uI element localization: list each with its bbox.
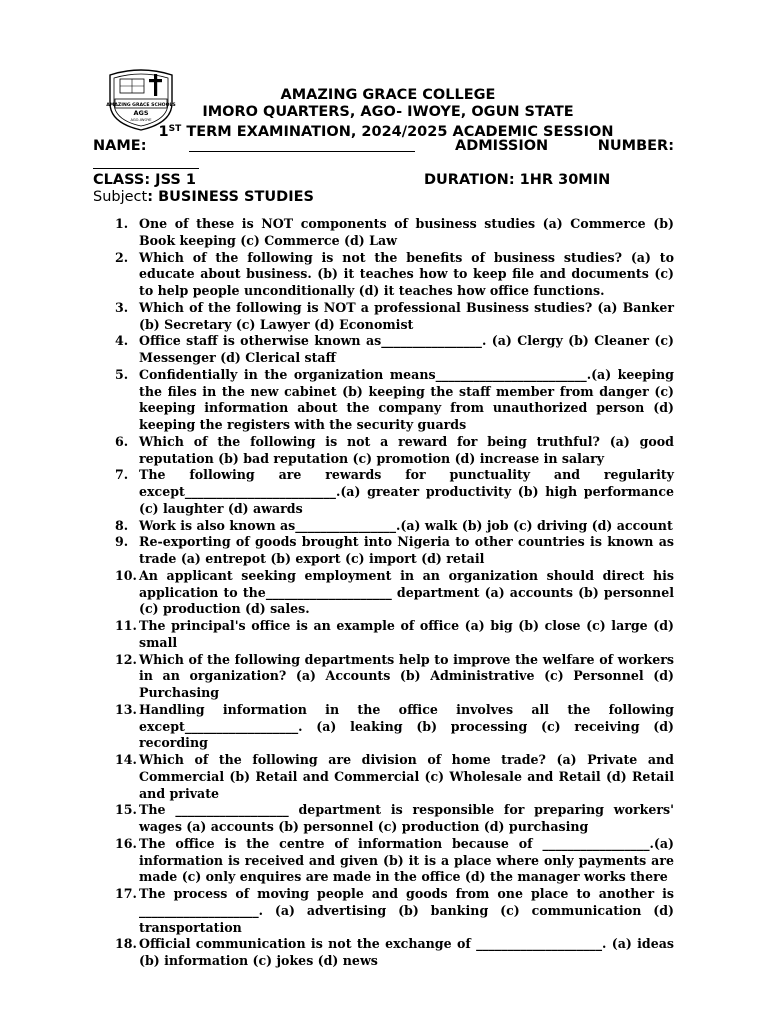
question-text: The process of moving people and goods from one place to another is ___________________. (a) advertising (b) banking (c) communication (d) transportation bbox=[139, 886, 674, 935]
question-number: 3. bbox=[115, 299, 129, 315]
svg-text:AGO-IWOYE: AGO-IWOYE bbox=[130, 118, 152, 122]
question-item bbox=[93, 333, 674, 367]
question-number: 8. bbox=[115, 517, 129, 533]
question-number: 16. bbox=[115, 835, 137, 851]
question-text: Which of the following departments help to improve the welfare of workers in an organization? (a) Accounts (b) Administrative (c) Personnel (d) Purchasing bbox=[139, 651, 674, 700]
question-text: Which of the following are division of home trade? (a) Private and Commercial (b) Retail and Commercial (c) Wholesale and Retail (d) Retail and private bbox=[139, 752, 674, 801]
question-number: 2. bbox=[115, 249, 129, 265]
admission-label: ADMISSION bbox=[455, 138, 549, 154]
question-item bbox=[93, 802, 674, 836]
question-item bbox=[93, 518, 674, 535]
question-number: 1. bbox=[115, 216, 129, 231]
question-number: 6. bbox=[115, 433, 129, 449]
question-item bbox=[93, 434, 674, 468]
number-label: NUMBER: bbox=[597, 138, 674, 154]
question-item bbox=[93, 836, 674, 886]
name-row bbox=[93, 138, 674, 155]
question-item bbox=[93, 467, 674, 517]
question-text: Office staff is otherwise known as________________. (a) Clergy (b) Cleaner (c) Messenger (d) Clerical staff bbox=[139, 333, 674, 365]
exam-title-text: TERM EXAMINATION, 2024/2025 ACADEMIC SESSION bbox=[186, 124, 614, 140]
question-text: The __________________ department is responsible for preparing workers' wages (a) accounts (b) personnel (c) production (d) purchasing bbox=[139, 802, 674, 834]
question-item bbox=[93, 936, 674, 970]
school-address: IMORO QUARTERS, AGO- IWOYE, OGUN STATE bbox=[202, 104, 574, 120]
subject-line bbox=[93, 189, 314, 206]
question-number: 4. bbox=[115, 333, 129, 349]
question-text: An applicant seeking employment in an organization should direct his application to the____________________ department (a) accounts (b) personnel (c) production (d) sales. bbox=[139, 567, 674, 617]
question-text: Official communication is not the exchange of ____________________. (a) ideas (b) information (c) jokes (d) news bbox=[139, 936, 674, 968]
exam-ordinal-suffix: ST bbox=[168, 124, 182, 134]
question-number: 11. bbox=[115, 618, 137, 633]
question-text: Which of the following is not the benefits of business studies? (a) to educate about business. (b) it teaches how to keep file and documents (c) to help people unconditionally (d) it teaches how office functions. bbox=[139, 249, 674, 298]
svg-text:AGS: AGS bbox=[133, 109, 149, 117]
question-text: One of these is NOT components of business studies (a) Commerce (b) Book keeping (c) Commerce (d) Law bbox=[139, 216, 674, 248]
question-item bbox=[93, 618, 674, 652]
class-row bbox=[93, 172, 674, 189]
question-item bbox=[93, 534, 674, 568]
question-number: 17. bbox=[115, 886, 137, 901]
name-blank-line[interactable] bbox=[189, 151, 415, 152]
question-text: The following are rewards for punctuality and regularity except________________________.(a) greater productivity (b) high performance (c) laughter (d) awards bbox=[139, 467, 674, 516]
question-number: 14. bbox=[115, 752, 137, 767]
question-text: Re-exporting of goods brought into Nigeria to other countries is known as trade (a) entrepot (b) export (c) import (d) retail bbox=[139, 534, 674, 566]
question-number: 15. bbox=[115, 802, 137, 818]
question-item bbox=[93, 216, 674, 250]
name-label: NAME: bbox=[93, 138, 147, 154]
exam-ordinal: 1 bbox=[158, 124, 169, 140]
subject-label: Subject bbox=[93, 189, 148, 205]
svg-text:AMAZING GRACE SCHOOLS: AMAZING GRACE SCHOOLS bbox=[106, 103, 176, 108]
question-item bbox=[93, 250, 674, 300]
question-text: Confidentially in the organization means________________________.(a) keeping the files in the new cabinet (b) keeping the staff member from danger (c) keeping information about the company from unauthorized person (d) keeping the registers with the security guards bbox=[139, 366, 674, 432]
question-text: Work is also known as________________.(a) walk (b) job (c) driving (d) account bbox=[139, 517, 673, 533]
duration-label: DURATION: 1HR 30MIN bbox=[424, 172, 611, 188]
question-item bbox=[93, 568, 674, 618]
question-item bbox=[93, 652, 674, 702]
question-number: 13. bbox=[115, 701, 137, 717]
question-item bbox=[93, 300, 674, 334]
question-item bbox=[93, 886, 674, 936]
question-number: 9. bbox=[115, 534, 129, 550]
class-label: CLASS: JSS 1 bbox=[93, 172, 196, 188]
question-item bbox=[93, 752, 674, 802]
question-list bbox=[93, 216, 674, 970]
question-number: 5. bbox=[115, 366, 129, 382]
question-item bbox=[93, 702, 674, 752]
question-number: 12. bbox=[115, 651, 137, 667]
question-number: 18. bbox=[115, 936, 137, 952]
question-item bbox=[93, 367, 674, 434]
question-number: 10. bbox=[115, 567, 137, 583]
question-text: The principal's office is an example of office (a) big (b) close (c) large (d) small bbox=[139, 618, 674, 650]
question-text: The office is the centre of information because of _________________.(a) information is received and given (b) it is a place where only payments are made (c) only enquires are made in the office (d) the manager works there bbox=[139, 835, 674, 885]
subject-value: : BUSINESS STUDIES bbox=[147, 189, 314, 205]
school-name: AMAZING GRACE COLLEGE bbox=[280, 87, 496, 103]
question-text: Which of the following is not a reward for being truthful? (a) good reputation (b) bad reputation (c) promotion (d) increase in salary bbox=[139, 433, 674, 466]
question-text: Handling information in the office involves all the following except__________________. (a) leaking (b) processing (c) receiving (d) recording bbox=[139, 701, 674, 751]
question-number: 7. bbox=[115, 467, 129, 483]
question-text: Which of the following is NOT a professional Business studies? (a) Banker (b) Secretary (c) Lawyer (d) Economist bbox=[139, 299, 674, 332]
admission-number-blank-line[interactable] bbox=[93, 168, 199, 169]
